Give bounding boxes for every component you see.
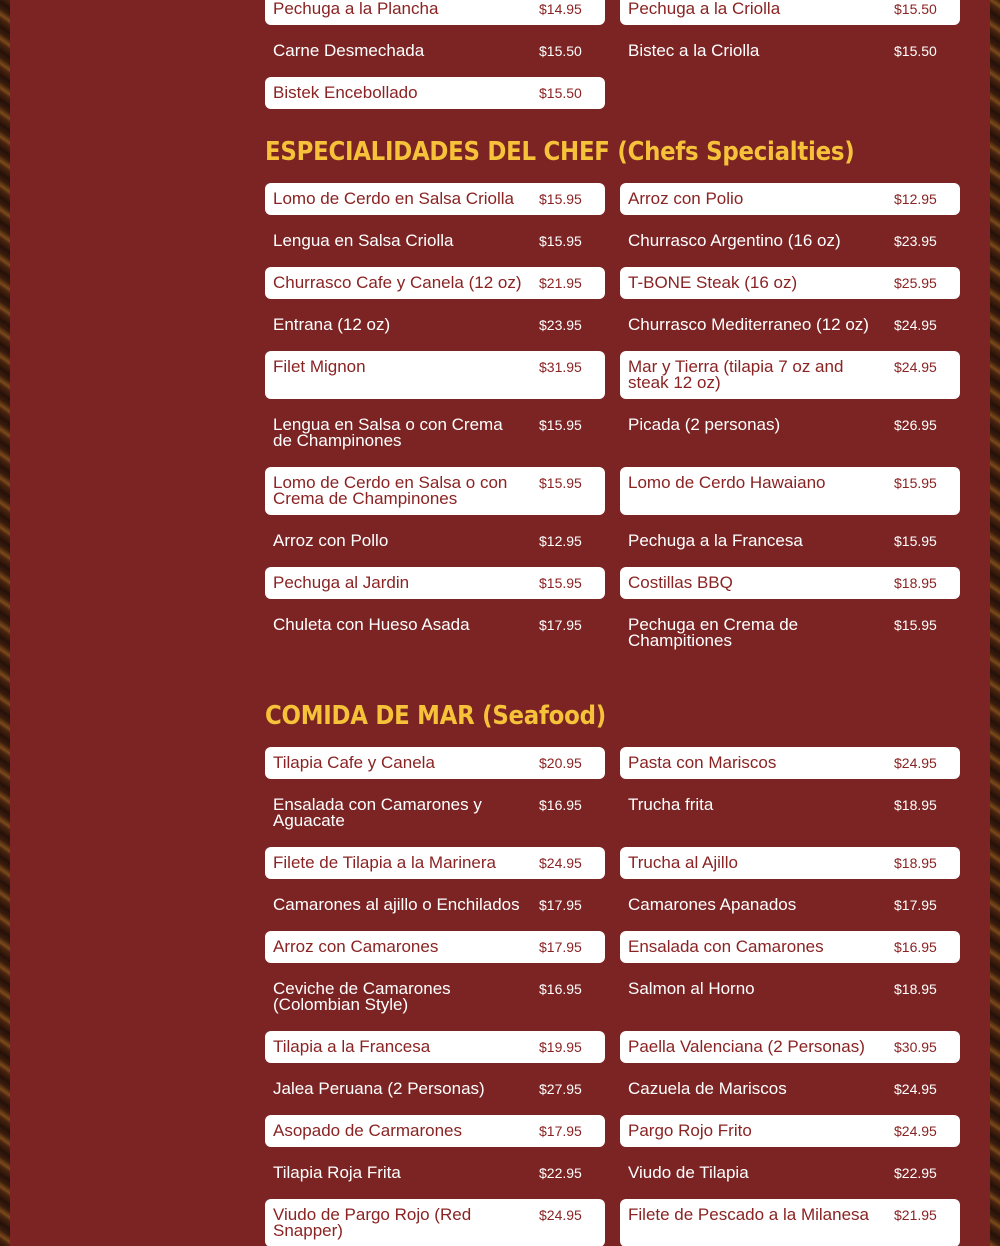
menu-item-name: Filete de Pescado a la Milanesa xyxy=(628,1205,869,1224)
menu-item-price: $16.95 xyxy=(539,981,582,997)
menu-item-price: $23.95 xyxy=(539,317,582,333)
menu-item-price: $24.95 xyxy=(894,1123,937,1139)
menu-item xyxy=(620,409,960,457)
menu-item xyxy=(620,847,960,879)
menu-item-price: $15.95 xyxy=(539,575,582,591)
menu-item-name: Viudo de Tilapia xyxy=(628,1163,749,1182)
menu-item-price: $26.95 xyxy=(894,417,937,433)
menu-item-price: $24.95 xyxy=(539,1207,582,1223)
menu-item xyxy=(265,847,605,879)
menu-item-price: $17.95 xyxy=(539,617,582,633)
menu-item xyxy=(265,1157,605,1189)
menu-item-name: Arroz con Camarones xyxy=(273,937,439,956)
menu-item xyxy=(265,409,605,457)
menu-item-price: $25.95 xyxy=(894,275,937,291)
menu-item-name: Pargo Rojo Frito xyxy=(628,1121,752,1140)
menu-item-name: Arroz con Polio xyxy=(628,189,744,208)
menu-item xyxy=(620,309,960,341)
menu-item-price: $18.95 xyxy=(894,797,937,813)
menu-item xyxy=(620,525,960,557)
menu-item-price: $18.95 xyxy=(894,575,937,591)
menu-item xyxy=(620,889,960,921)
menu-item-name: Paella Valenciana (2 Personas) xyxy=(628,1037,865,1056)
menu-item-price: $15.95 xyxy=(894,533,937,549)
menu-top-block xyxy=(265,0,960,119)
menu-item xyxy=(620,183,960,215)
menu-item-price: $12.95 xyxy=(894,191,937,207)
menu-item-name: Camarones al ajillo o Enchilados xyxy=(273,895,520,914)
menu-item xyxy=(265,0,605,25)
menu-item-name: Ensalada con Camarones xyxy=(628,937,824,956)
menu-item-name: Picada (2 personas) xyxy=(628,415,781,434)
menu-item xyxy=(265,1199,605,1246)
menu-item-name: Jalea Peruana (2 Personas) xyxy=(273,1079,485,1098)
menu-item xyxy=(620,931,960,963)
menu-item-price: $15.95 xyxy=(894,475,937,491)
menu-item-name: Bistec a la Criolla xyxy=(628,41,760,60)
menu-item-price: $22.95 xyxy=(539,1165,582,1181)
menu-item-name: Churrasco Cafe y Canela (12 oz) xyxy=(273,273,522,292)
menu-item-price: $27.95 xyxy=(539,1081,582,1097)
menu-item-name: Asopado de Carmarones xyxy=(273,1121,463,1140)
menu-item-name: Lengua en Salsa o con Crema de Champinones xyxy=(273,415,503,450)
menu-item xyxy=(265,467,605,515)
menu-item-price: $15.95 xyxy=(539,417,582,433)
menu-item-price: $21.95 xyxy=(894,1207,937,1223)
menu-item xyxy=(620,973,960,1021)
menu-item-price: $17.95 xyxy=(539,939,582,955)
menu-item-price: $18.95 xyxy=(894,855,937,871)
menu-item-name: Entrana (12 oz) xyxy=(273,315,391,334)
menu-item-price: $15.95 xyxy=(894,617,937,633)
menu-item-name: Ensalada con Camarones y Aguacate xyxy=(273,795,482,830)
menu-item xyxy=(620,1115,960,1147)
menu-item-name: Pasta con Mariscos xyxy=(628,753,777,772)
menu-item-price: $24.95 xyxy=(539,855,582,871)
menu-item xyxy=(620,35,960,67)
menu-item-price: $15.95 xyxy=(539,233,582,249)
menu-item-name: Pechuga al Jardin xyxy=(273,573,410,592)
menu-item-price: $19.95 xyxy=(539,1039,582,1055)
menu-item xyxy=(620,567,960,599)
menu-item xyxy=(620,1031,960,1063)
menu-item-price: $24.95 xyxy=(894,359,937,375)
menu-item-name: Pechuga a la Criolla xyxy=(628,0,781,18)
menu-item-price: $17.95 xyxy=(539,1123,582,1139)
menu-item-name: Salmon al Horno xyxy=(628,979,755,998)
menu-item-price: $22.95 xyxy=(894,1165,937,1181)
menu-item-name: T-BONE Steak (16 oz) xyxy=(628,273,798,292)
menu-item-price: $14.95 xyxy=(539,1,582,17)
menu-item-name: Viudo de Pargo Rojo (Red Snapper) xyxy=(273,1205,472,1240)
menu-item-price: $24.95 xyxy=(894,1081,937,1097)
menu-item-name: Costillas BBQ xyxy=(628,573,733,592)
menu-item-name: Trucha frita xyxy=(628,795,714,814)
menu-item-name: Carne Desmechada xyxy=(273,41,425,60)
menu-item-price: $16.95 xyxy=(539,797,582,813)
menu-item xyxy=(620,1199,960,1246)
menu-item-price: $24.95 xyxy=(894,317,937,333)
menu-item-name: Cazuela de Mariscos xyxy=(628,1079,787,1098)
menu-item-name: Mar y Tierra (tilapia 7 oz and steak 12 oz) xyxy=(628,357,844,392)
menu-item xyxy=(265,567,605,599)
menu-item-name: Churrasco Mediterraneo (12 oz) xyxy=(628,315,869,334)
menu-item-name: Lomo de Cerdo en Salsa o con Crema de Champinones xyxy=(273,473,508,508)
menu-item xyxy=(265,183,605,215)
menu-item xyxy=(265,225,605,257)
section-heading: COMIDA DE MAR (Seafood) xyxy=(265,701,606,731)
menu-item xyxy=(620,1073,960,1105)
menu-item-name: Pechuga en Crema de Champitiones xyxy=(628,615,799,650)
menu-item-name: Filet Mignon xyxy=(273,357,366,376)
menu-item xyxy=(265,789,605,837)
menu-item-name: Pechuga a la Francesa xyxy=(628,531,803,550)
menu-item xyxy=(265,931,605,963)
menu-item xyxy=(265,351,605,399)
menu-item xyxy=(620,609,960,657)
menu-item-price: $20.95 xyxy=(539,755,582,771)
menu-grid-top xyxy=(265,0,960,119)
menu-item-price: $15.50 xyxy=(894,1,937,17)
section-chef-specialties xyxy=(265,137,960,167)
menu-item-name: Pechuga a la Plancha xyxy=(273,0,439,18)
menu-item xyxy=(265,267,605,299)
menu-item-name: Trucha al Ajillo xyxy=(628,853,738,872)
menu-item-name: Arroz con Pollo xyxy=(273,531,389,550)
menu-item-price: $15.95 xyxy=(539,475,582,491)
menu-item-price: $21.95 xyxy=(539,275,582,291)
menu-item xyxy=(620,0,960,25)
menu-item-price: $30.95 xyxy=(894,1039,937,1055)
menu-item xyxy=(265,35,605,67)
menu-item-name: Ceviche de Camarones (Colombian Style) xyxy=(273,979,451,1014)
section-seafood xyxy=(265,701,960,731)
menu-grid-seafood xyxy=(265,747,960,1246)
menu-item-name: Lengua en Salsa Criolla xyxy=(273,231,454,250)
empty-cell xyxy=(620,77,960,119)
menu-item-price: $18.95 xyxy=(894,981,937,997)
menu-item xyxy=(620,747,960,779)
menu-item-price: $31.95 xyxy=(539,359,582,375)
menu-item-price: $15.50 xyxy=(894,43,937,59)
seafood-list xyxy=(265,747,960,1246)
menu-item xyxy=(620,225,960,257)
menu-item xyxy=(620,267,960,299)
menu-item-name: Chuleta con Hueso Asada xyxy=(273,615,470,634)
menu-item xyxy=(265,309,605,341)
menu-item xyxy=(265,747,605,779)
menu-item-price: $15.50 xyxy=(539,43,582,59)
menu-item-price: $24.95 xyxy=(894,755,937,771)
menu-item xyxy=(265,973,605,1021)
menu-item-price: $12.95 xyxy=(539,533,582,549)
menu-item-name: Tilapia Cafe y Canela xyxy=(273,753,435,772)
menu-grid-chef xyxy=(265,183,960,667)
menu-item xyxy=(620,467,960,515)
menu-item xyxy=(265,525,605,557)
menu-item-name: Lomo de Cerdo Hawaiano xyxy=(628,473,826,492)
menu-item-price: $15.50 xyxy=(539,85,582,101)
menu-item-price: $23.95 xyxy=(894,233,937,249)
menu-item-price: $17.95 xyxy=(894,897,937,913)
menu-item xyxy=(265,609,605,657)
menu-item xyxy=(620,1157,960,1189)
menu-item-price: $16.95 xyxy=(894,939,937,955)
menu-item-name: Filete de Tilapia a la Marinera xyxy=(273,853,497,872)
menu-item-name: Tilapia a la Francesa xyxy=(273,1037,431,1056)
menu-item-name: Tilapia Roja Frita xyxy=(273,1163,401,1182)
menu-item xyxy=(265,889,605,921)
menu-item-name: Bistek Encebollado xyxy=(273,83,418,102)
menu-item-name: Lomo de Cerdo en Salsa Criolla xyxy=(273,189,514,208)
menu-item-price: $17.95 xyxy=(539,897,582,913)
menu-item xyxy=(265,1073,605,1105)
menu-item xyxy=(265,1115,605,1147)
menu-item xyxy=(620,789,960,837)
menu-item xyxy=(265,1031,605,1063)
menu-item-name: Churrasco Argentino (16 oz) xyxy=(628,231,841,250)
chef-specialties-list xyxy=(265,183,960,667)
section-heading: ESPECIALIDADES DEL CHEF (Chefs Specialties) xyxy=(265,137,855,167)
menu-item xyxy=(620,351,960,399)
menu-item-name: Camarones Apanados xyxy=(628,895,797,914)
menu-item xyxy=(265,77,605,109)
menu-item-price: $15.95 xyxy=(539,191,582,207)
